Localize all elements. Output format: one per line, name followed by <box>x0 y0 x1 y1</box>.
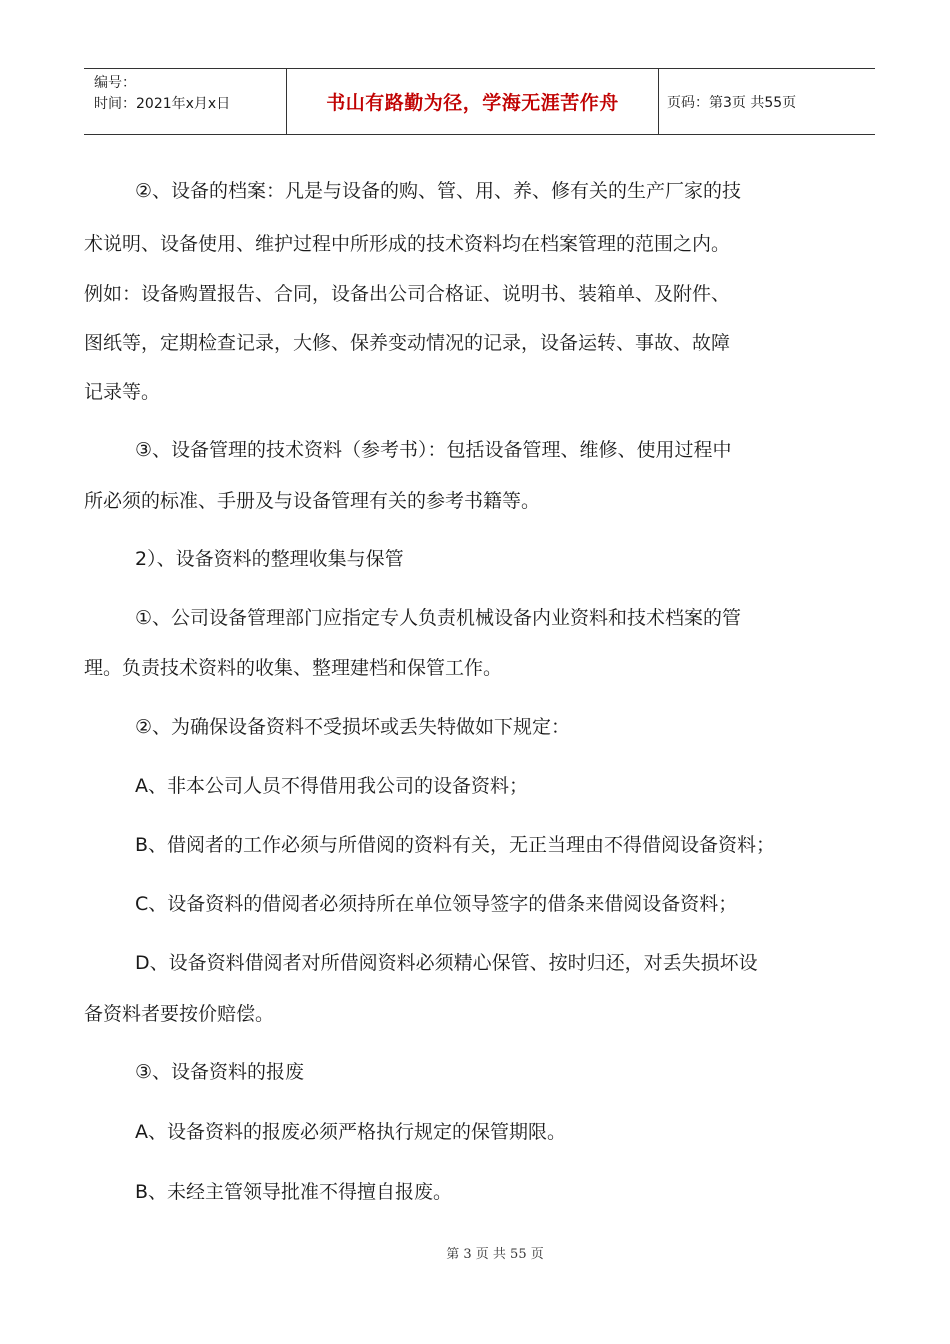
para-2-line-1: ③、设备管理的技术资料（参考书）：包括设备管理、维修、使用过程中 <box>135 439 732 461</box>
motto-text: 书山有路勤为径，学海无涯苦作舟 <box>326 92 619 114</box>
page-footer: 第 3 页 共 55 页 <box>446 1247 544 1262</box>
rule-c: C、设备资料的借阅者必须持所在单位领导签字的借条来借阅设备资料； <box>135 893 738 915</box>
header-motto-cell <box>286 69 659 134</box>
number-label: 编号： <box>94 75 136 91</box>
page-info: 页码：第3页 共55页 <box>667 94 797 111</box>
para-4-line-1: ①、公司设备管理部门应指定专人负责机械设备内业资料和技术档案的管 <box>135 607 742 629</box>
rule-d-line-1: D、设备资料借阅者对所借阅资料必须精心保管、按时归还，对丢失损坏设 <box>135 952 758 974</box>
scrap-rule-b: B、未经主管领导批准不得擅自报废。 <box>135 1181 453 1203</box>
rule-d-line-2: 备资料者要按价赔偿。 <box>84 1003 275 1025</box>
para-1-line-2: 术说明、设备使用、维护过程中所形成的技术资料均在档案管理的范围之内。 <box>84 233 731 255</box>
para-1-line-1: ②、设备的档案：凡是与设备的购、管、用、养、修有关的生产厂家的技 <box>135 180 742 202</box>
para-2-line-2: 所必须的标准、手册及与设备管理有关的参考书籍等。 <box>84 490 541 512</box>
header-left-cell <box>84 69 286 134</box>
para-1-line-3: 例如：设备购置报告、合同，设备出公司合格证、说明书、装箱单、及附件、 <box>84 283 731 305</box>
header-table <box>84 68 875 135</box>
para-1-line-5: 记录等。 <box>84 381 161 403</box>
scrap-heading: ③、设备资料的报废 <box>135 1061 305 1083</box>
scrap-rule-a: A、设备资料的报废必须严格执行规定的保管期限。 <box>135 1121 566 1143</box>
time-label: 时间：2021年x月x日 <box>94 96 231 112</box>
rule-a: A、非本公司人员不得借用我公司的设备资料； <box>135 775 528 797</box>
header-page-cell <box>659 69 875 134</box>
section-heading: 2）、设备资料的整理收集与保管 <box>135 548 404 570</box>
rule-b: B、借阅者的工作必须与所借阅的资料有关，无正当理由不得借阅设备资料； <box>135 834 776 856</box>
para-5: ②、为确保设备资料不受损坏或丢失特做如下规定： <box>135 716 571 738</box>
para-4-line-2: 理。负责技术资料的收集、整理建档和保管工作。 <box>84 657 503 679</box>
para-1-line-4: 图纸等，定期检查记录，大修、保养变动情况的记录，设备运转、事故、故障 <box>84 332 731 354</box>
